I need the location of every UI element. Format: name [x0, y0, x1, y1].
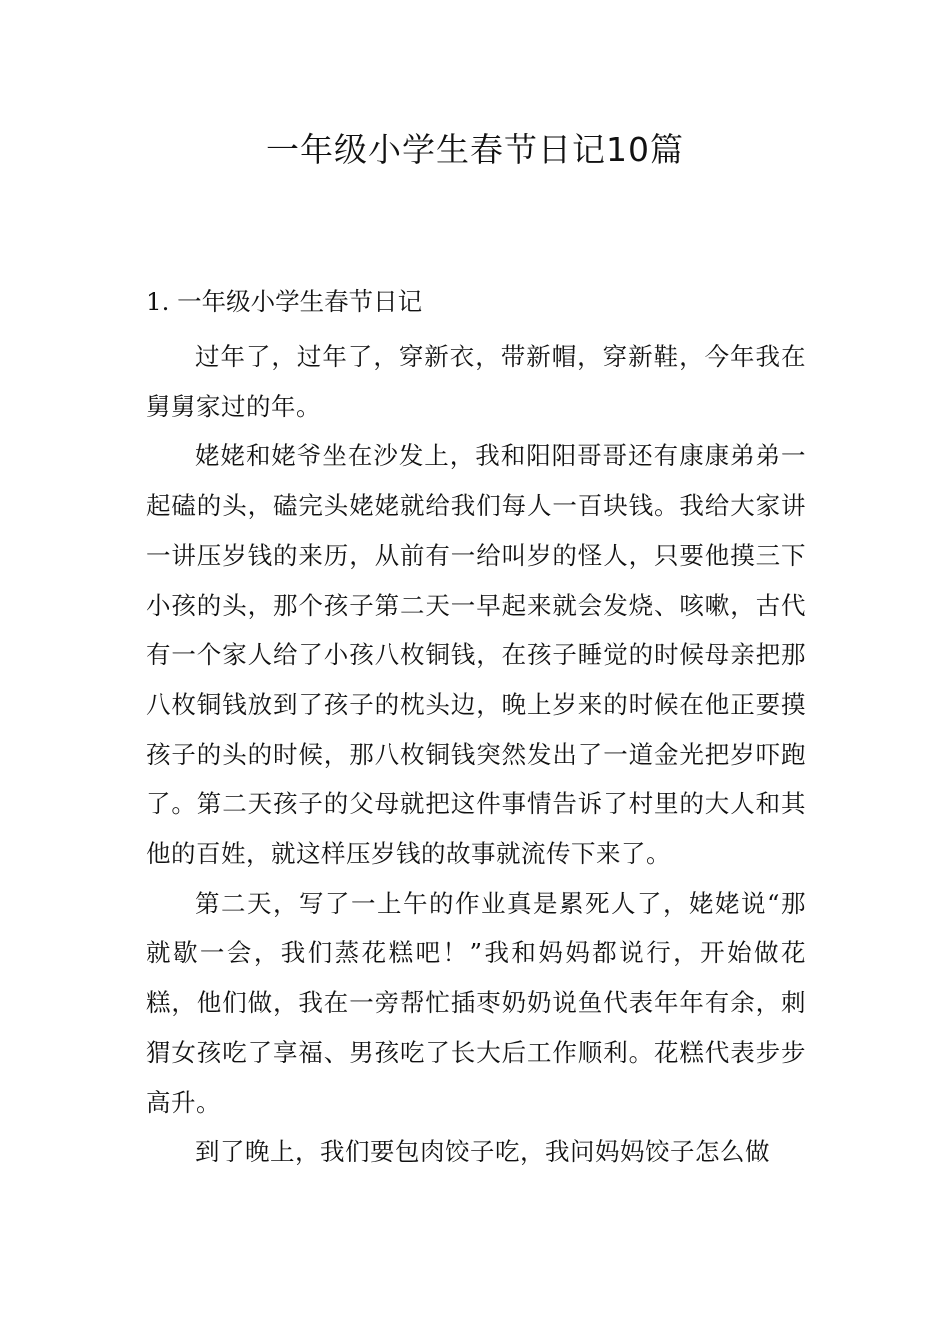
paragraph: 过年了，过年了，穿新衣，带新帽，穿新鞋，今年我在舅舅家过的年。 — [146, 342, 806, 421]
paragraph: 第二天，写了一上午的作业真是累死人了，姥姥说“那就歇一会，我们蒸花糕吧！”我和妈妈都说行，开始做花糕，他们做，我在一旁帮忙插枣奶奶说鱼代表年年有余，刺猬女孩吃了享福、男孩吃了长大后工作顺利。花糕代表步步高升。 — [146, 888, 806, 1117]
document-body — [146, 280, 806, 1177]
paragraph: 到了晚上，我们要包肉饺子吃，我问妈妈饺子怎么做 — [195, 1137, 770, 1167]
paragraph: 姥姥和姥爷坐在沙发上，我和阳阳哥哥还有康康弟弟一起磕的头，磕完头姥姥就给我们每人一百块钱。我给大家讲一讲压岁钱的来历，从前有一给叫岁的怪人，只要他摸三下小孩的头，那个孩子第二天一早起来就会发烧、咳嗽，古代有一个家人给了小孩八枚铜钱，在孩子睡觉的时候母亲把那八枚铜钱放到了孩子的枕头边，晚上岁来的时候在他正要摸孩子的头的时候，那八枚铜钱突然发出了一道金光把岁吓跑了。第二天孩子的父母就把这件事情告诉了村里的大人和其他的百姓，就这样压岁钱的故事就流传下来了。 — [146, 441, 806, 869]
section-heading: 1. 一年级小学生春节日记 — [146, 287, 423, 316]
document-title: 一年级小学生春节日记10篇 — [266, 130, 684, 169]
